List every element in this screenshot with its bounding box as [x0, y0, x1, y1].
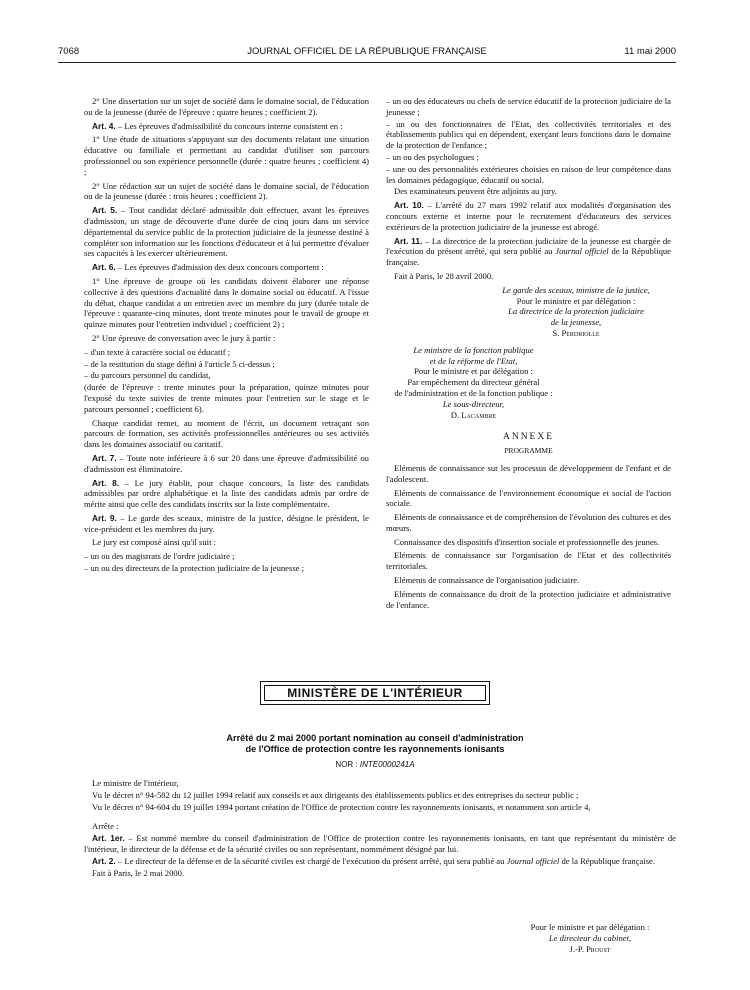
article-text: – Les épreuves d'admission des deux concours comportent : — [115, 262, 324, 273]
list-item: – un ou des psychologues ; — [386, 151, 479, 162]
article-label: Art. 6. — [92, 262, 116, 273]
date-line: Fait à Paris, le 2 mai 2000. — [92, 867, 185, 878]
article-text-end: de la République française. — [386, 246, 671, 268]
nor-label: NOR : — [335, 760, 360, 769]
article-label: Art. 7. — [92, 452, 117, 463]
signatory-name: S. Perdriolle — [552, 327, 600, 338]
article-text: – L'arrêté du 27 mars 1992 relatif aux modalités d'organisation des concours externe et interne pour le recrutement d'éducateurs des services extérieurs de la protection judiciaire de la jeunesse est abrogé. — [386, 200, 671, 232]
signatory-delegation: Pour le ministre et par délégation : — [530, 922, 650, 932]
journal-name: Journal officiel — [555, 246, 609, 257]
arrete-body — [84, 778, 676, 879]
list-item: – de la restitution du stage défini à l'article 5 ci-dessus ; — [84, 358, 275, 369]
paragraph: Des examinateurs peuvent être adjoints au jury. — [394, 186, 557, 197]
article-2 — [84, 856, 676, 867]
right-column — [386, 96, 671, 613]
list-item: – un ou des magistrats de l'ordre judiciaire ; — [84, 551, 235, 562]
article-7 — [84, 453, 369, 475]
signatory-role: Le sous-directeur, — [442, 398, 505, 409]
paragraph: 1° Une étude de situations s'appuyant sur des documents relatant une situation éducative ou familiale et permettant au candidat d'utiliser son parcours professionnel ou son expérience personnelle (durée : quatre heures ; coefficient 4) ; — [84, 134, 369, 177]
signature-block-fonction-publique — [386, 345, 561, 421]
list-item: – un ou des fonctionnaires de l'Etat, des collectivités territoriales et des établissements publics qui en dépendent, exerçant leurs fonctions dans le domaine de la protection de l'enfance ; — [386, 118, 671, 151]
article-label: Art. 9. — [92, 512, 117, 523]
list-item: – un ou des éducateurs ou chefs de service éducatif de la protection judiciaire de la jeunesse ; — [386, 96, 671, 117]
signature-block-interieur — [480, 922, 700, 955]
paragraph: 2° Une rédaction sur un sujet de société dans le domaine social, de l'éducation ou de la jeunesse (durée : trois heures ; coefficient 2). — [84, 180, 369, 202]
article-text: – Le garde des sceaux, ministre de la justice, désigne le président, le vice-président et les membres du jury. — [84, 512, 369, 534]
arrete-title-line: Arrêté du 2 mai 2000 portant nomination au conseil d'administration — [226, 733, 524, 743]
article-text: – La directrice de la protection judiciaire de la jeunesse est chargée de l'exécution du présent arrêté, qui sera publié au — [386, 235, 671, 257]
signatory-delegation: Pour le ministre et par délégation : — [414, 366, 533, 377]
arrete-title-line: de l'Office de protection contre les rayonnements ionisants — [245, 744, 505, 754]
ministry-heading-box — [260, 681, 490, 705]
signatory-role: Le directeur du cabinet, — [548, 933, 632, 943]
signatory-title: et de la réforme de l'Etat, — [429, 355, 518, 366]
article-6 — [84, 262, 369, 273]
annex-item: Eléments de connaissance de l'organisation judiciaire. — [394, 575, 580, 586]
annex-item: Eléments de connaissance du droit de la protection judiciaire et administrative de l'enfance. — [386, 588, 671, 610]
article-5 — [84, 205, 369, 259]
left-column — [84, 96, 369, 575]
annex-item: Eléments de connaissance sur les processus de développement de l'enfant et de l'adolescent. — [386, 462, 671, 484]
paragraph: Vu le décret n° 94-604 du 19 juillet 1994 portant création de l'Office de protection contre les rayonnements ionisants, et notamment son article 4, — [92, 801, 591, 812]
article-text: – Toute note inférieure à 6 sur 20 dans une épreuve d'admissibilité ou d'admission est éliminatoire. — [84, 452, 369, 474]
signatory-role: La directrice de la protection judiciaire — [508, 306, 644, 317]
paragraph: Arrête : — [92, 821, 119, 832]
arrete-title — [120, 733, 630, 755]
journal-title: JOURNAL OFFICIEL DE LA RÉPUBLIQUE FRANÇAISE — [247, 46, 487, 57]
signature-block-justice — [481, 285, 671, 339]
nor-reference — [120, 760, 630, 769]
paragraph: Vu le décret n° 94-582 du 12 juillet 1994 relatif aux conseils et aux dirigeants des établissements publics et des entreprises du secteur public ; — [92, 789, 579, 800]
paragraph: 2° Une épreuve de conversation avec le jury à partir : — [92, 332, 276, 343]
annex-title: ANNEXE — [502, 432, 555, 443]
header-rule — [58, 62, 676, 63]
annex-subtitle: PROGRAMME — [504, 446, 553, 456]
list-item: – une ou des personnalités extérieures choisies en raison de leur compétence dans les domaines pédagogique, éducatif ou social. — [386, 163, 671, 185]
paragraph: (durée de l'épreuve : trente minutes pour la préparation, quinze minutes pour l'exposé du texte suivies de trente minutes pour l'entretien sur le stage et le parcours personnel ; coefficient 6). — [84, 382, 369, 414]
journal-name: Journal officiel — [506, 855, 560, 866]
page-number: 7068 — [58, 46, 80, 57]
article-label: Art. 2. — [92, 855, 116, 866]
article-text: – Le directeur de la défense et de la sécurité civiles est chargé de l'exécution du présent arrêté, qui sera publié au — [115, 855, 507, 866]
list-item: – d'un texte à caractère social ou éducatif ; — [84, 346, 231, 357]
article-1 — [84, 833, 676, 855]
date-line: Fait à Paris, le 28 avril 2000. — [394, 270, 494, 281]
article-label: Art. 10. — [394, 200, 424, 211]
article-8 — [84, 478, 369, 510]
article-text: – Tout candidat déclaré admissible doit effectuer, avant les épreuves d'admission, un stage de découverte d'une durée de cinq jours dans un service départemental du service public de la protection judiciaire de la jeunesse destiné à compléter son information sur les fonctions d'éducateur et à lui permettre d'évaluer ses capacités à les exercer ultérieurement. — [84, 205, 369, 259]
nor-code: INTE0000241A — [359, 760, 415, 769]
paragraph: 2° Une dissertation sur un sujet de société dans le domaine social, de l'éducation ou de la jeunesse (durée de l'épreuve : quatre heures ; coefficient 2). — [84, 96, 369, 117]
signatory-title: Le garde des sceaux, ministre de la justice, — [502, 284, 650, 295]
annex-item: Eléments de connaissance et de compréhension de l'évolution des cultures et des mœurs. — [386, 512, 671, 533]
article-4 — [84, 121, 369, 132]
signatory-delegation: Par empêchement du directeur général — [407, 377, 540, 388]
article-10 — [386, 200, 671, 232]
article-label: Art. 4. — [92, 120, 116, 131]
paragraph: Le ministre de l'intérieur, — [92, 778, 179, 788]
page-header — [58, 46, 676, 60]
signatory-delegation: Pour le ministre et par délégation : — [516, 295, 636, 306]
article-label: Art. 1er. — [92, 833, 125, 844]
paragraph: Chaque candidat remet, au moment de l'écrit, un document retraçant son parcours de formation, ses activités professionnelles antérieures ou ses activités dans les domaines associatif ou caritatif. — [84, 417, 369, 450]
signatory-title: Le ministre de la fonction publique — [413, 344, 534, 355]
issue-date: 11 mai 2000 — [624, 46, 676, 57]
article-text: – Le jury établit, pour chaque concours, la liste des candidats admissibles par ordre alphabétique et la liste des candidats admis par ordre de mérite ainsi que celle des candidats inscrits sur la liste complémentaire. — [84, 477, 369, 510]
annex-item: Connaissance des dispositifs d'insertion sociale et professionnelle des jeunes. — [394, 536, 660, 547]
annex-item: Eléments de connaissance de l'environnement économique et social de l'action sociale. — [386, 487, 671, 509]
ministry-heading: MINISTÈRE DE L'INTÉRIEUR — [264, 685, 486, 701]
signatory-name: D. Lacambre — [450, 409, 497, 420]
paragraph: Le jury est composé ainsi qu'il suit : — [92, 537, 216, 548]
signatory-delegation: de l'administration et de la fonction publique : — [394, 387, 553, 398]
article-text: – Est nommé membre du conseil d'administration de l'Office de protection contre les rayonnements ionisants, en tant que représentant du ministère de l'intérieur, le directeur de la défense et de la sécurité civiles ou son représentant, nommément désigné par lui. — [84, 833, 676, 854]
paragraph: 1° Une épreuve de groupe où les candidats doivent élaborer une réponse collective à des questions d'actualité dans le domaine social ou éducatif. A l'issue du débat, chaque candidat a un entretien avec un membre du jury (durée totale de l'épreuve : quarante-cinq minutes, dont trente minutes pour le travail de groupe et quinze minutes pour l'entretien individuel ; coefficient 2) ; — [84, 275, 369, 330]
annex-item: Eléments de connaissance sur l'organisation de l'Etat et des collectivités territoriales. — [386, 550, 671, 572]
list-item: – un ou des directeurs de la protection judiciaire de la jeunesse ; — [84, 563, 305, 574]
article-text-end: de la République française. — [559, 855, 655, 866]
article-text: – Les épreuves d'admissibilité du concours interne consistent en : — [115, 120, 343, 131]
signatory-role: de la jeunesse, — [550, 317, 602, 328]
article-label: Art. 11. — [394, 235, 423, 246]
article-label: Art. 8. — [92, 477, 120, 488]
signatory-name: J.-P. Proust — [569, 944, 611, 954]
article-label: Art. 5. — [92, 205, 118, 216]
article-9 — [84, 513, 369, 535]
list-item: – du parcours personnel du candidat, — [84, 370, 211, 381]
article-11 — [386, 236, 671, 268]
